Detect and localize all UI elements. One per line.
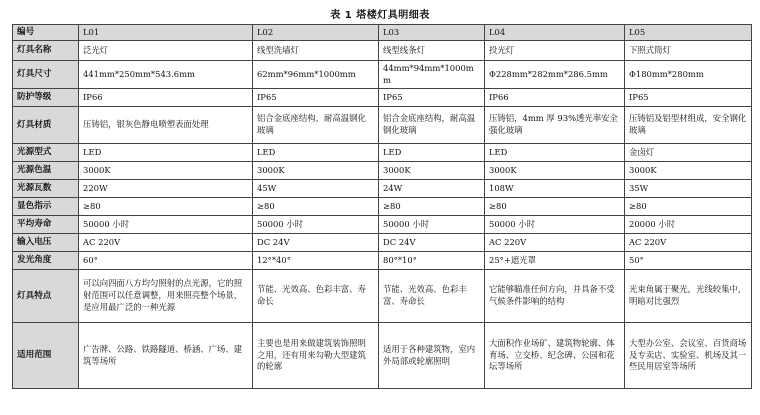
table-cell: 节能、光效高、色彩丰富、寿命长 <box>379 270 485 323</box>
table-cell: 3000K <box>79 162 253 180</box>
table-cell: 泛光灯 <box>79 41 253 61</box>
table-cell: 铝合金底座结构，耐高温钢化玻璃 <box>379 107 485 144</box>
row-label: 灯具名称 <box>13 41 79 61</box>
table-cell: 线型洗墙灯 <box>253 41 379 61</box>
table-cell: IP65 <box>253 89 379 107</box>
table-cell: AC 220V <box>485 234 625 252</box>
table-cell: 50° <box>625 252 752 270</box>
table-cell: DC 24V <box>379 234 485 252</box>
row-label: 发光角度 <box>13 252 79 270</box>
row-label: 显色指示 <box>13 198 79 216</box>
table-cell: 50000 小时 <box>79 216 253 234</box>
row-label: 光源型式 <box>13 144 79 162</box>
table-row <box>13 270 752 323</box>
table-row <box>13 41 752 61</box>
table-cell: AC 220V <box>625 234 752 252</box>
table-cell: 50000 小时 <box>379 216 485 234</box>
table-cell: 3000K <box>379 162 485 180</box>
fixture-table <box>12 24 752 389</box>
table-cell: 3000K <box>485 162 625 180</box>
table-row <box>13 216 752 234</box>
table-cell: IP65 <box>625 89 752 107</box>
table-cell: 下照式筒灯 <box>625 41 752 61</box>
header-cell-l04: L04 <box>485 25 625 41</box>
table-cell: 45W <box>253 180 379 198</box>
table-row <box>13 162 752 180</box>
table-cell: 50000 小时 <box>253 216 379 234</box>
table-cell: 光束角属于聚光，光线较集中，明暗对比强烈 <box>625 270 752 323</box>
table-cell: ≥80 <box>253 198 379 216</box>
header-cell-l03: L03 <box>379 25 485 41</box>
table-cell: 3000K <box>625 162 752 180</box>
table-cell: 线型线条灯 <box>379 41 485 61</box>
table-cell: 80°*10° <box>379 252 485 270</box>
table-cell: IP66 <box>79 89 253 107</box>
table-row <box>13 180 752 198</box>
row-label: 平均寿命 <box>13 216 79 234</box>
row-label: 灯具材质 <box>13 107 79 144</box>
table-cell: ≥80 <box>379 198 485 216</box>
table-cell: 主要也是用来做建筑装饰照明之用，还有用来勾勒大型建筑的轮廓 <box>253 323 379 389</box>
table-cell: 大面积作业场矿、建筑物轮廓、体育场、立交桥、纪念碑、公园和花坛等场所 <box>485 323 625 389</box>
row-label: 防护等级 <box>13 89 79 107</box>
table-cell: 441mm*250mm*543.6mm <box>79 61 253 89</box>
table-cell: 24W <box>379 180 485 198</box>
table-cell: 108W <box>485 180 625 198</box>
table-cell: ≥80 <box>625 198 752 216</box>
table-row <box>13 323 752 389</box>
table-cell: 金卤灯 <box>625 144 752 162</box>
table-row <box>13 61 752 89</box>
table-cell: LED <box>379 144 485 162</box>
header-cell-l01: L01 <box>79 25 253 41</box>
table-cell: 50000 小时 <box>485 216 625 234</box>
table-cell: 投光灯 <box>485 41 625 61</box>
table-cell: ≥80 <box>485 198 625 216</box>
table-row <box>13 252 752 270</box>
table-cell: 大型办公室、会议室、百货商场及专卖店、实验室、机场及其一些民用居室等场所 <box>625 323 752 389</box>
table-cell: LED <box>253 144 379 162</box>
header-cell-l05: L05 <box>625 25 752 41</box>
table-cell: 25°+遮光罩 <box>485 252 625 270</box>
table-cell: 220W <box>79 180 253 198</box>
row-label: 光源瓦数 <box>13 180 79 198</box>
table-cell: 铝合金底座结构，耐高温钢化玻璃 <box>253 107 379 144</box>
table-caption: 表 1 塔楼灯具明细表 <box>330 10 430 21</box>
table-row <box>13 107 752 144</box>
table-cell: 62mm*96mm*1000mm <box>253 61 379 89</box>
row-label: 光源色温 <box>13 162 79 180</box>
table-cell: 压铸铝及铝型材组成，安全钢化玻璃 <box>625 107 752 144</box>
table-cell: 60° <box>79 252 253 270</box>
table-cell: 3000K <box>253 162 379 180</box>
table-cell: 可以向四面八方均匀照射的点光源，它的照射范围可以任意调整，用来照亮整个场景，是应用最广泛的一种光源 <box>79 270 253 323</box>
table-cell: 适用于各种建筑物，室内外局部或轮廓照明 <box>379 323 485 389</box>
table-row <box>13 89 752 107</box>
row-label: 灯具尺寸 <box>13 61 79 89</box>
table-cell: 节能、光效高、色彩丰富、寿命长 <box>253 270 379 323</box>
table-cell: Φ228mm*282mm*286.5mm <box>485 61 625 89</box>
table-cell: 12°*40° <box>253 252 379 270</box>
table-cell: 压铸铝，4mm 厚 93%透光率安全强化玻璃 <box>485 107 625 144</box>
table-cell: 广告牌、公路、铁路隧道、桥涵、广场、建筑等场所 <box>79 323 253 389</box>
table-row <box>13 234 752 252</box>
header-cell-l02: L02 <box>253 25 379 41</box>
table-cell: 44mm*94mm*1000mm <box>379 61 485 89</box>
table-cell: 20000 小时 <box>625 216 752 234</box>
table-cell: LED <box>79 144 253 162</box>
table-row <box>13 198 752 216</box>
table-cell: AC 220V <box>79 234 253 252</box>
table-cell: 它能够瞄准任何方向，并具备不受气候条件影响的结构 <box>485 270 625 323</box>
row-label: 输入电压 <box>13 234 79 252</box>
table-cell: Φ180mm*280mm <box>625 61 752 89</box>
table-row <box>13 144 752 162</box>
header-label: 编号 <box>13 25 79 41</box>
table-header-row <box>13 25 752 41</box>
table-cell: 35W <box>625 180 752 198</box>
table-cell: DC 24V <box>253 234 379 252</box>
row-label: 适用范围 <box>13 323 79 389</box>
row-label: 灯具特点 <box>13 270 79 323</box>
table-cell: 压铸铝，银灰色静电喷塑表面处理 <box>79 107 253 144</box>
table-cell: IP66 <box>485 89 625 107</box>
table-cell: LED <box>485 144 625 162</box>
table-cell: ≥80 <box>79 198 253 216</box>
table-cell: IP65 <box>379 89 485 107</box>
